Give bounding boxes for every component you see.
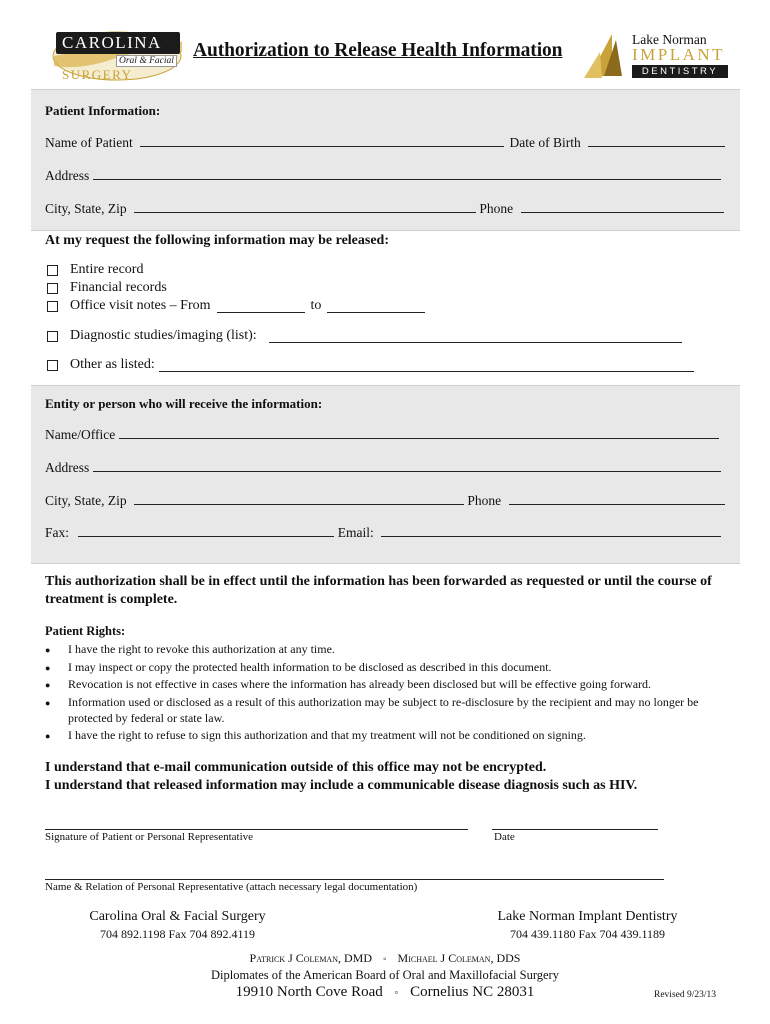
recipient-fax-row (45, 525, 721, 541)
recipient-name-label: Name/Office (45, 427, 116, 442)
bullet-icon: ● (45, 697, 51, 708)
other-checkbox[interactable] (47, 360, 58, 371)
patient-address-row (45, 168, 721, 184)
option-other (47, 357, 694, 373)
footer-left (70, 909, 285, 942)
bullet-icon: ● (45, 662, 51, 673)
option-entire-record (47, 262, 143, 278)
patient-info-heading: Patient Information: (45, 103, 161, 118)
footer-diplomates: Diplomates of the American Board of Oral and Maxillofacial Surgery (211, 968, 559, 982)
recipient-city-row (45, 493, 725, 509)
release-heading: At my request the following information may be released: (45, 233, 389, 248)
recipient-email-label: Email: (337, 525, 374, 540)
office-visit-to-label: to (310, 298, 322, 313)
recipient-phone-field[interactable] (509, 493, 725, 505)
other-label: Other as listed: (70, 357, 155, 372)
footer-street: 19910 North Cove Road (235, 984, 383, 1000)
financial-records-label: Financial records (70, 280, 167, 295)
carolina-logo (50, 30, 185, 82)
diagnostic-label: Diagnostic studies/imaging (list): (70, 328, 257, 343)
recipient-phone-label: Phone (467, 493, 502, 508)
footer-right (480, 909, 695, 942)
bullet-icon: ● (45, 730, 51, 741)
rights-item (45, 659, 725, 677)
recipient-city-label: City, State, Zip (45, 493, 127, 508)
rights-item-text: I may inspect or copy the protected health information to be disclosed as described in this document. (68, 659, 552, 674)
logo-text-dentistry: DENTISTRY (632, 65, 728, 78)
logo-text-oral-facial: Oral & Facial (116, 55, 177, 67)
document-title: Authorization to Release Health Information (193, 40, 563, 61)
rights-item-text: Information used or disclosed as a result of this authorization may be subject to re-disclosure by the recipient and may no longer be protected by federal or state law. (68, 694, 699, 725)
rights-item (45, 694, 725, 727)
footer-city: Cornelius NC 28031 (410, 984, 535, 1000)
diagnostic-checkbox[interactable] (47, 331, 58, 342)
patient-city-label: City, State, Zip (45, 201, 127, 216)
doctor-2: Michael J Coleman, DDS (397, 951, 521, 965)
logo-text-carolina: CAROLINA (62, 33, 162, 52)
patient-name-row (45, 135, 725, 151)
recipient-address-field[interactable] (93, 460, 721, 472)
recipient-name-field[interactable] (119, 427, 719, 439)
patient-phone-label: Phone (479, 201, 514, 216)
recipient-fax-label: Fax: (45, 525, 70, 540)
separator-icon: ◦ (383, 954, 387, 965)
patient-address-field[interactable] (93, 168, 721, 180)
dob-label: Date of Birth (509, 135, 581, 150)
signature-date-line[interactable] (492, 829, 658, 830)
entire-record-label: Entire record (70, 262, 144, 277)
rights-item-text: Revocation is not effective in cases where the information has already been disclosed but will be effective going forward. (68, 677, 652, 691)
office-visit-checkbox[interactable] (47, 301, 58, 312)
patient-city-field[interactable] (134, 201, 476, 213)
representative-label: Name & Relation of Personal Representative (attach necessary legal documentation) (45, 881, 418, 893)
understand-disease: I understand that released information may include a communicable disease diagnosis such as HIV. (45, 778, 638, 793)
revised-date: Revised 9/23/13 (654, 990, 717, 1000)
recipient-city-field[interactable] (134, 493, 464, 505)
patient-name-label: Name of Patient (45, 135, 133, 150)
effect-statement: This authorization shall be in effect until the information has been forwarded as requested or until the course of treatment is complete. (45, 574, 712, 607)
understand-email: I understand that e-mail communication outside of this office may not be encrypted. (45, 760, 547, 775)
logo-text-lake-norman: Lake Norman (632, 32, 707, 47)
option-diagnostic (47, 328, 682, 344)
rights-item-text: I have the right to revoke this authorization at any time. (68, 642, 335, 656)
entire-record-checkbox[interactable] (47, 265, 58, 276)
office-visit-to-field[interactable] (327, 299, 425, 313)
bullet-icon: ● (45, 645, 51, 655)
patient-address-label: Address (45, 168, 90, 183)
rights-item (45, 676, 725, 694)
footer-left-phone: 704 892.1198 Fax 704 892.4119 (99, 927, 256, 941)
doctor-1: Patrick J Coleman, DMD (249, 951, 372, 965)
financial-records-checkbox[interactable] (47, 283, 58, 294)
patient-city-row (45, 201, 724, 217)
patient-signature-line[interactable] (45, 829, 468, 830)
footer-left-name: Carolina Oral & Facial Surgery (89, 909, 266, 924)
recipient-address-row (45, 460, 721, 476)
option-financial (47, 280, 167, 296)
footer-right-name: Lake Norman Implant Dentistry (497, 909, 678, 924)
lake-norman-logo (582, 32, 732, 80)
rights-list (45, 641, 725, 744)
rights-heading: Patient Rights: (45, 624, 126, 638)
sail-icon (582, 32, 632, 80)
rights-item-text: I have the right to refuse to sign this authorization and that my treatment will not be conditioned on signing. (68, 727, 586, 742)
signature-date-label: Date (494, 831, 515, 843)
recipient-address-label: Address (45, 460, 90, 475)
patient-signature-label: Signature of Patient or Personal Representative (45, 831, 254, 843)
diagnostic-field[interactable] (269, 329, 682, 343)
rights-item (45, 641, 725, 659)
logo-text-implant: IMPLANT (632, 45, 726, 64)
footer-doctors (0, 951, 770, 966)
address-separator-icon: ◦ (394, 987, 399, 999)
understand-statements (45, 759, 637, 795)
recipient-email-field[interactable] (381, 525, 721, 537)
patient-name-field[interactable] (140, 135, 504, 147)
recipient-fax-field[interactable] (78, 525, 334, 537)
office-visit-label: Office visit notes – From (70, 298, 211, 313)
dob-field[interactable] (588, 135, 725, 147)
recipient-heading: Entity or person who will receive the information: (45, 396, 323, 411)
office-visit-from-field[interactable] (217, 299, 305, 313)
logo-text-surgery: SURGERY (62, 67, 133, 82)
rights-item (45, 727, 725, 745)
footer-right-phone: 704 439.1180 Fax 704 439.1189 (509, 927, 666, 941)
bullet-icon: ● (45, 680, 51, 690)
other-field[interactable] (159, 358, 694, 372)
option-office-visit (47, 298, 425, 314)
recipient-name-row (45, 427, 719, 443)
patient-phone-field[interactable] (521, 201, 724, 213)
representative-line[interactable] (45, 879, 664, 880)
